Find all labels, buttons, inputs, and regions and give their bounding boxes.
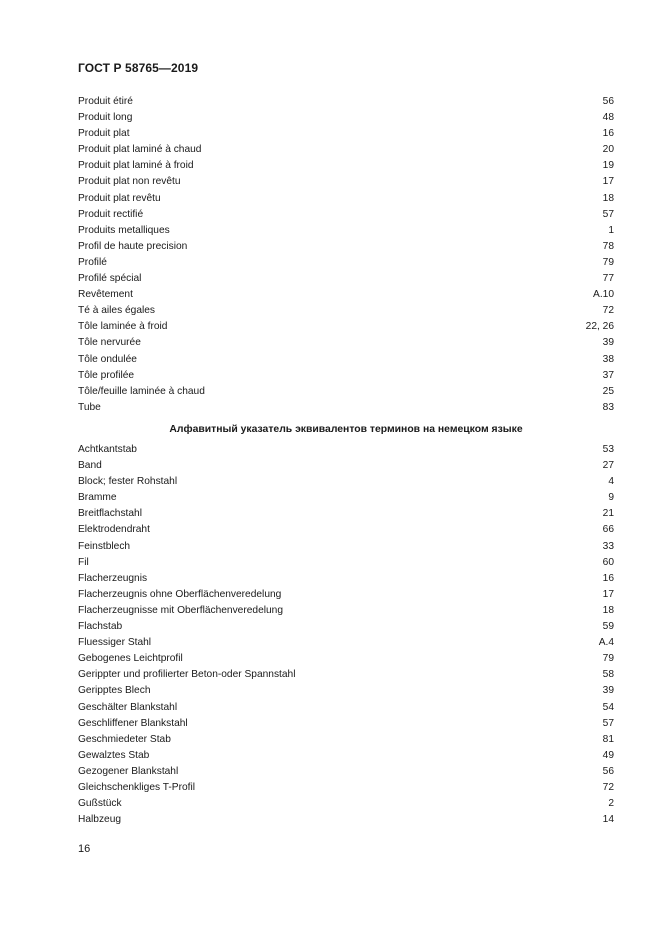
index-entry	[78, 384, 614, 400]
index-entry	[78, 110, 614, 126]
index-page-ref: 20	[602, 144, 614, 156]
index-entry	[78, 490, 614, 506]
index-entry	[78, 732, 614, 748]
index-entry	[78, 506, 614, 522]
index-entry	[78, 255, 614, 271]
index-page-ref: 14	[602, 814, 614, 826]
index-term: Elektrodendraht	[78, 524, 150, 536]
german-index-heading: Алфавитный указатель эквивалентов терминов на немецком языке	[169, 424, 523, 435]
index-term: Produit plat laminé à chaud	[78, 144, 202, 156]
index-term: Tube	[78, 401, 101, 413]
index-entry	[78, 716, 614, 732]
index-page-ref: 81	[602, 733, 614, 745]
index-page-ref: 48	[602, 112, 614, 124]
index-entry	[78, 271, 614, 287]
index-entry	[78, 619, 614, 635]
index-page-ref: 58	[602, 669, 614, 681]
index-entry	[78, 539, 614, 555]
index-entry	[78, 207, 614, 223]
index-entry	[78, 555, 614, 571]
index-entry	[78, 303, 614, 319]
index-term: Produit plat non revêtu	[78, 176, 181, 188]
index-page-ref: A.10	[593, 289, 614, 301]
index-term: Band	[78, 460, 102, 472]
index-term: Produit étiré	[78, 96, 133, 107]
german-terms-index	[78, 442, 614, 828]
index-entry	[78, 587, 614, 603]
index-page-ref: 9	[608, 492, 614, 504]
index-entry	[78, 700, 614, 716]
index-entry	[78, 94, 614, 110]
index-page-ref: 37	[602, 369, 614, 381]
index-page-ref: 56	[602, 96, 614, 107]
index-term: Bramme	[78, 492, 117, 504]
index-term: Fluessiger Stahl	[78, 637, 152, 649]
index-entry	[78, 400, 614, 416]
index-page-ref: 38	[602, 353, 614, 365]
index-term: Profil de haute precision	[78, 240, 188, 252]
index-entry	[78, 796, 614, 812]
index-entry	[78, 442, 614, 458]
index-entry	[78, 780, 614, 796]
index-term: Feinstblech	[78, 540, 131, 552]
index-term: Achtkantstab	[78, 444, 137, 455]
index-term: Gußstück	[78, 798, 122, 810]
page-number: 16	[78, 843, 91, 855]
index-page-ref: 57	[602, 717, 614, 729]
index-term: Flacherzeugnis ohne Oberflächenveredelung	[78, 588, 282, 600]
index-page-ref: 21	[602, 508, 614, 520]
index-page-ref: 60	[602, 556, 614, 568]
index-term: Geschmiedeter Stab	[78, 733, 171, 745]
index-term: Produit plat	[78, 128, 130, 140]
index-entry	[78, 571, 614, 587]
index-entry	[78, 748, 614, 764]
index-term: Produit plat revêtu	[78, 192, 161, 204]
index-page-ref: 18	[602, 604, 614, 616]
index-page-ref: 79	[602, 256, 614, 268]
index-page-ref: 72	[602, 781, 614, 793]
index-entry	[78, 126, 614, 142]
index-page-ref: A.4	[598, 637, 614, 649]
index-page-ref: 1	[608, 224, 614, 236]
index-term: Produit rectifié	[78, 208, 144, 220]
index-entry	[78, 335, 614, 351]
index-term: Geschliffener Blankstahl	[78, 717, 188, 729]
index-term: Produit long	[78, 112, 133, 124]
index-page-ref: 33	[602, 540, 614, 552]
index-term: Profilé	[78, 256, 107, 268]
index-entry	[78, 287, 614, 303]
index-entry	[78, 683, 614, 699]
index-term: Breitflachstahl	[78, 508, 142, 520]
index-term: Gerippter und profilierter Beton-oder Spannstahl	[78, 669, 296, 681]
index-page-ref: 77	[602, 273, 614, 285]
index-entry	[78, 223, 614, 239]
index-term: Flachstab	[78, 621, 123, 633]
index-term: Gleichschenkliges T-Profil	[78, 781, 196, 793]
index-page-ref: 17	[602, 588, 614, 600]
index-page-ref: 56	[602, 765, 614, 777]
index-entry	[78, 352, 614, 368]
index-term: Halbzeug	[78, 814, 122, 826]
index-page-ref: 79	[602, 653, 614, 665]
index-term: Gebogenes Leichtprofil	[78, 653, 183, 665]
index-page-ref: 83	[602, 401, 614, 413]
index-entry	[78, 522, 614, 538]
index-term: Té à ailes égales	[78, 305, 156, 317]
index-entry	[78, 158, 614, 174]
index-entry	[78, 174, 614, 190]
index-term: Tôle/feuille laminée à chaud	[78, 385, 205, 397]
index-term: Tôle profilée	[78, 369, 135, 381]
index-entry	[78, 474, 614, 490]
index-page-ref: 39	[602, 337, 614, 349]
index-entry	[78, 458, 614, 474]
index-page-ref: 22, 26	[585, 321, 614, 333]
index-term: Produits metalliques	[78, 224, 170, 236]
index-term: Gewalztes Stab	[78, 749, 150, 761]
index-page-ref: 19	[602, 160, 614, 172]
index-page-ref: 54	[602, 701, 614, 713]
index-entry	[78, 667, 614, 683]
index-entry	[78, 603, 614, 619]
index-page-ref: 27	[602, 460, 614, 472]
index-page-ref: 18	[602, 192, 614, 204]
index-page-ref: 16	[602, 572, 614, 584]
index-entry	[78, 319, 614, 335]
index-entry	[78, 812, 614, 828]
index-entry	[78, 191, 614, 207]
index-page-ref: 49	[602, 749, 614, 761]
index-entry	[78, 368, 614, 384]
index-term: Revêtement	[78, 289, 133, 301]
index-term: Geripptes Blech	[78, 685, 151, 697]
french-terms-index	[78, 94, 614, 416]
index-term: Geschälter Blankstahl	[78, 701, 178, 713]
index-term: Flacherzeugnisse mit Oberflächenveredelung	[78, 604, 283, 616]
index-page-ref: 72	[602, 305, 614, 317]
index-term: Gezogener Blankstahl	[78, 765, 179, 777]
index-term: Tôle ondulée	[78, 353, 137, 365]
index-term: Flacherzeugnis	[78, 572, 148, 584]
index-page-ref: 53	[602, 444, 614, 455]
index-page-ref: 16	[602, 128, 614, 140]
index-term: Tôle nervurée	[78, 337, 141, 349]
document-header: ГОСТ Р 58765—2019	[78, 61, 199, 75]
index-page-ref: 59	[602, 621, 614, 633]
index-entry	[78, 142, 614, 158]
index-entry	[78, 239, 614, 255]
index-entry	[78, 651, 614, 667]
index-term: Tôle laminée à froid	[78, 321, 168, 333]
index-entry	[78, 764, 614, 780]
index-page-ref: 2	[608, 798, 614, 810]
index-page-ref: 57	[602, 208, 614, 220]
index-page-ref: 66	[602, 524, 614, 536]
index-entry	[78, 635, 614, 651]
index-page-ref: 17	[602, 176, 614, 188]
index-page-ref: 4	[608, 476, 614, 488]
index-page-ref: 78	[602, 240, 614, 252]
index-term: Profilé spécial	[78, 273, 142, 285]
index-page-ref: 25	[602, 385, 614, 397]
index-term: Fil	[78, 556, 89, 568]
index-term: Produit plat laminé à froid	[78, 160, 194, 172]
index-page-ref: 39	[602, 685, 614, 697]
index-term: Block; fester Rohstahl	[78, 476, 178, 488]
